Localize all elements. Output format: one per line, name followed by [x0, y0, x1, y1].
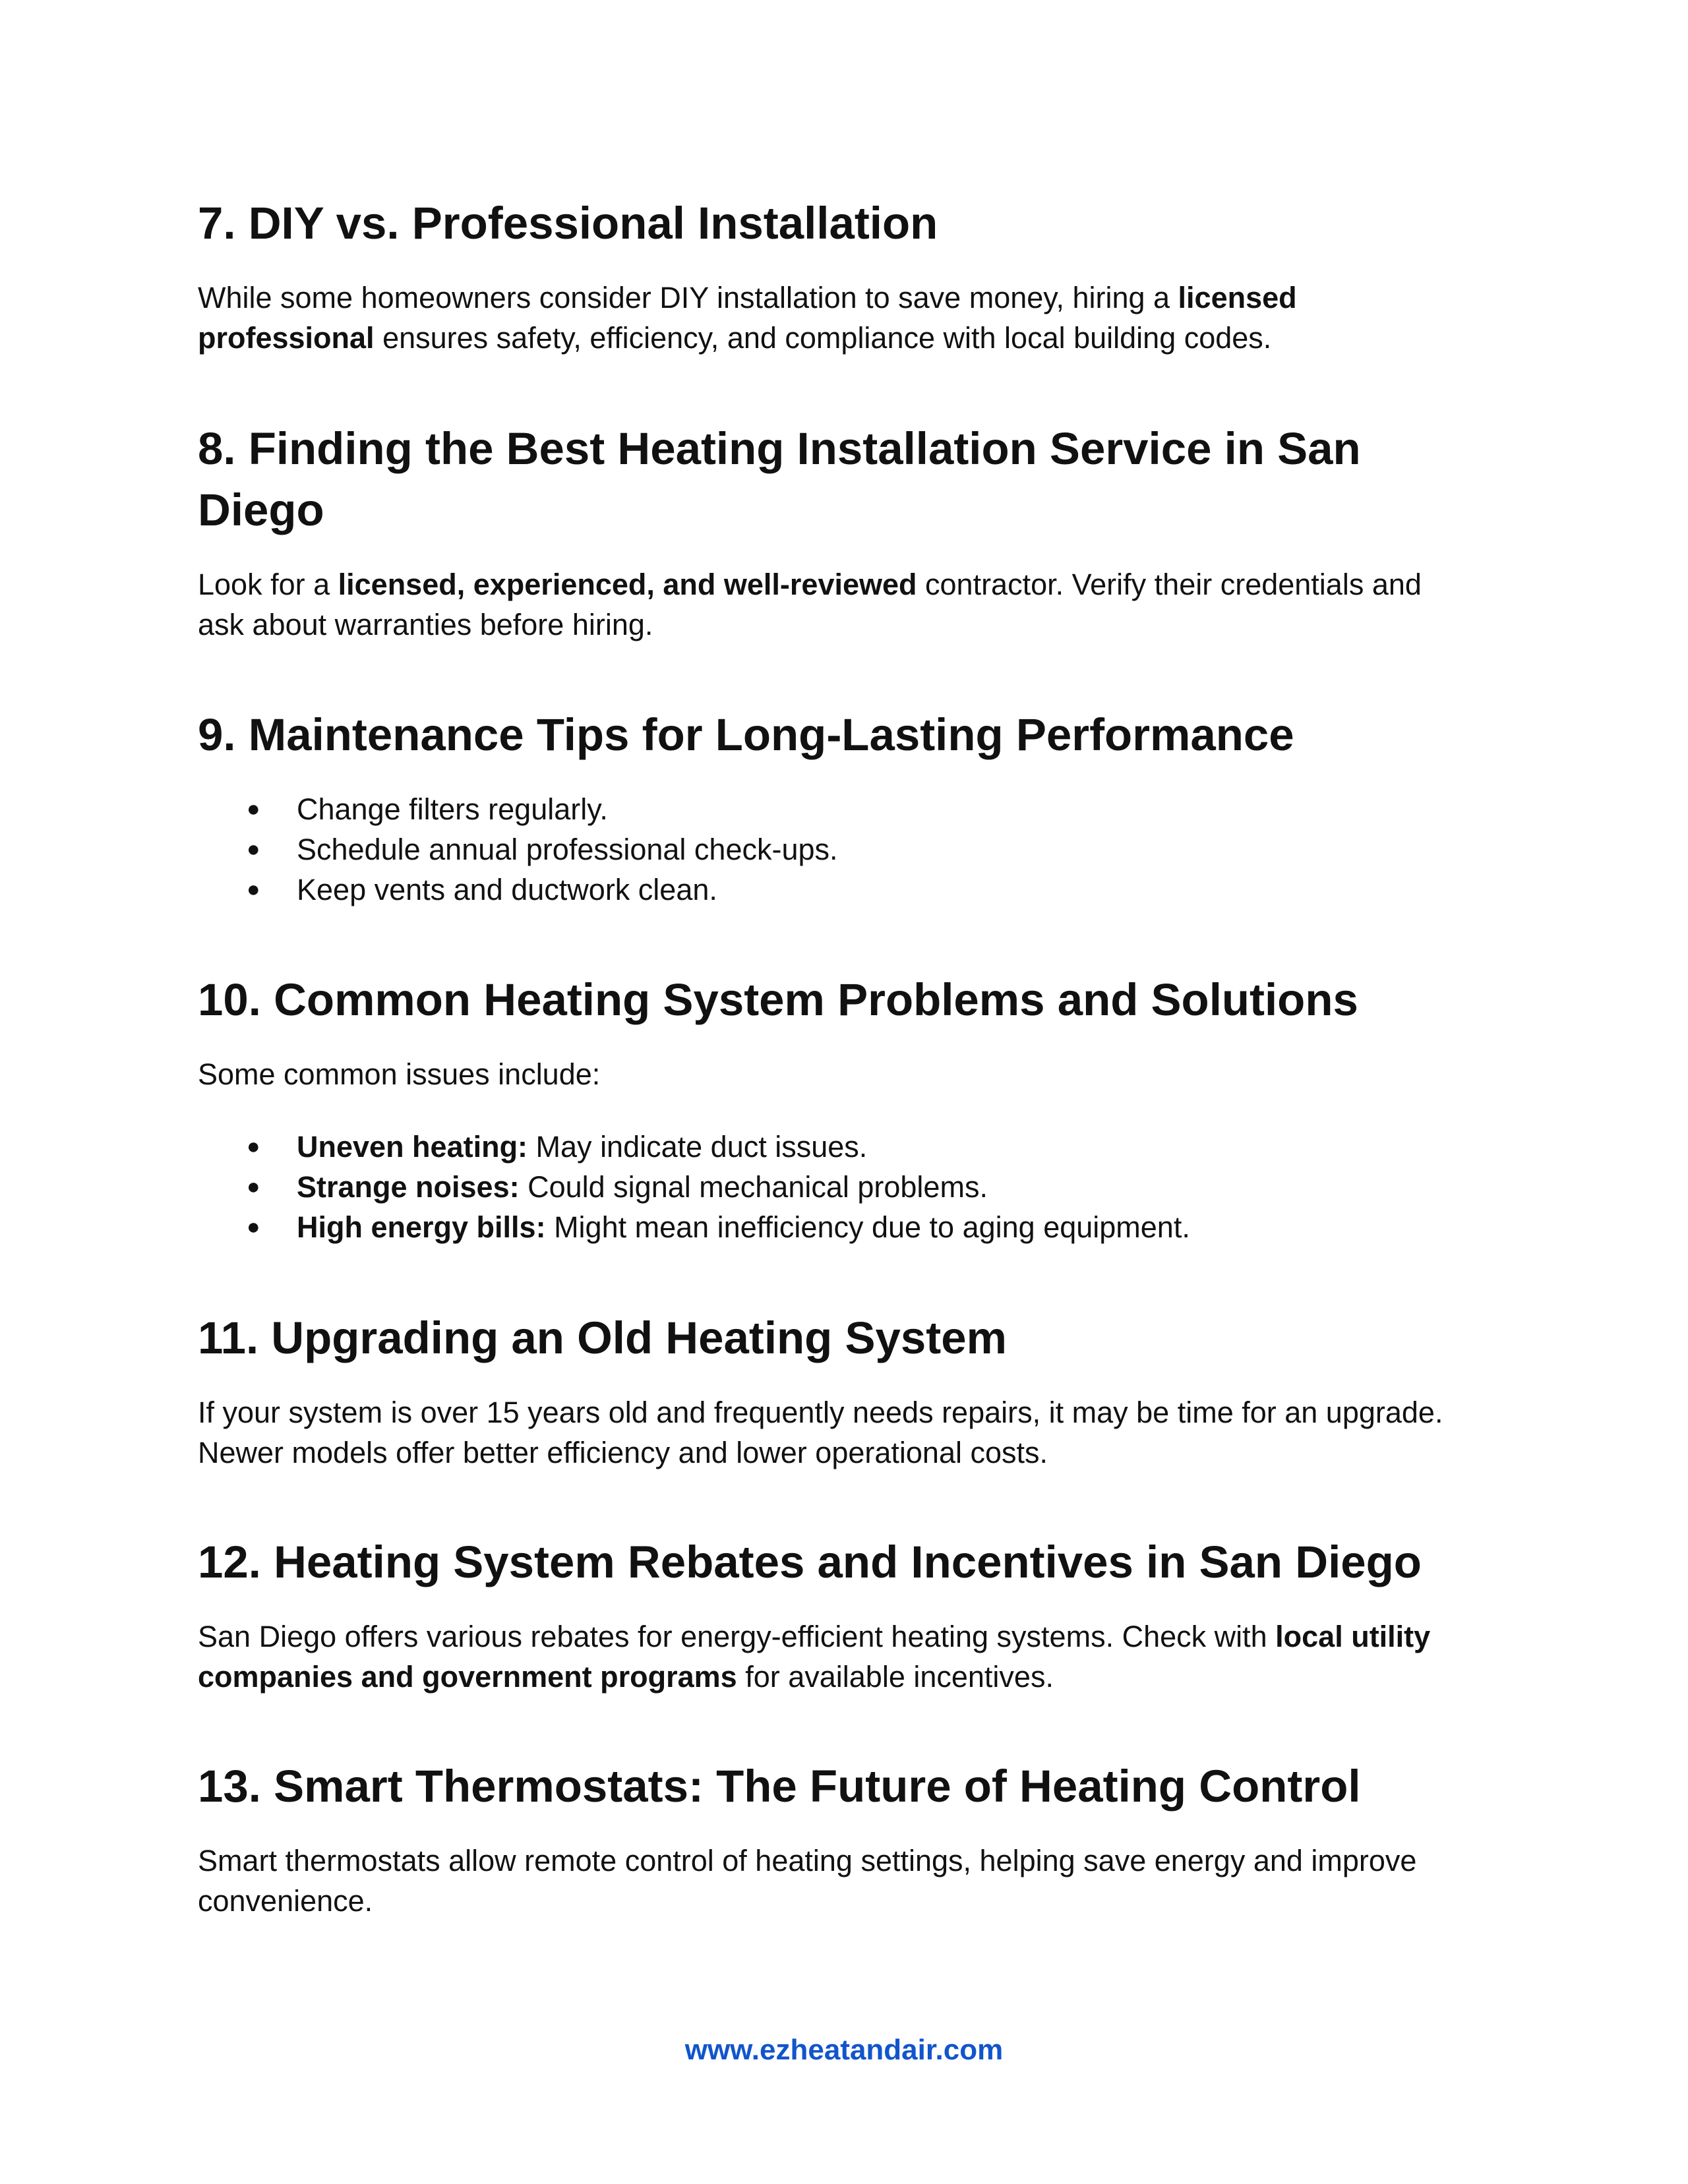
section-rebates-incentives: [198, 1531, 1490, 1697]
text-run: While some homeowners consider DIY installation to save money, hiring a: [198, 281, 1178, 314]
heading-line: 8. Finding the Best Heating Installation Service in San: [198, 423, 1361, 474]
bullet-icon: ●: [247, 1134, 260, 1159]
list-item-text: Schedule annual professional check-ups.: [297, 833, 838, 866]
list-item: [198, 1127, 1490, 1167]
section-paragraph-line: [198, 564, 1490, 605]
section-paragraph-line: ask about warranties before hiring.: [198, 608, 653, 641]
bold-text: Strange noises:: [297, 1170, 520, 1204]
text-run: contractor. Verify their credentials and: [917, 568, 1422, 601]
list-item: [198, 1207, 1490, 1247]
section-paragraph-line: Newer models offer better efficiency and lower operational costs.: [198, 1436, 1048, 1469]
bullet-icon: ●: [247, 1214, 260, 1239]
list-item-text: Change filters regularly.: [297, 792, 608, 826]
bullet-icon: ●: [247, 837, 260, 862]
bold-text: companies and government programs: [198, 1660, 737, 1694]
list-item: [198, 1167, 1490, 1207]
list-item: [198, 789, 1490, 829]
section-heading: 10. Common Heating System Problems and Solutions: [198, 974, 1358, 1025]
section-paragraph-line: [198, 318, 1490, 358]
bullet-list: [198, 1127, 1490, 1247]
section-heading: 7. DIY vs. Professional Installation: [198, 198, 938, 249]
bold-text: licensed, experienced, and well-reviewed: [338, 568, 917, 601]
section-finding-best-service: [198, 418, 1490, 645]
bullet-icon: ●: [247, 1174, 260, 1199]
bold-text: local utility: [1275, 1620, 1431, 1653]
text-run: for available incentives.: [737, 1660, 1054, 1694]
list-item-text: May indicate duct issues.: [528, 1130, 868, 1164]
bullet-icon: ●: [247, 796, 260, 821]
list-item-text: Keep vents and ductwork clean.: [297, 873, 717, 906]
section-paragraph-line: Some common issues include:: [198, 1057, 601, 1091]
bold-text: Uneven heating:: [297, 1130, 528, 1164]
section-heading: 9. Maintenance Tips for Long-Lasting Performance: [198, 709, 1294, 760]
section-paragraph-line: convenience.: [198, 1884, 373, 1918]
heading-line: Diego: [198, 485, 324, 535]
text-run: San Diego offers various rebates for energy-efficient heating systems. Check with: [198, 1620, 1276, 1653]
section-maintenance-tips: [198, 704, 1490, 910]
bold-text: professional: [198, 321, 375, 355]
footer-website-link[interactable]: www.ezheatandair.com: [684, 2034, 1004, 2066]
list-item: [198, 829, 1490, 870]
section-paragraph-line: Smart thermostats allow remote control of heating settings, helping save energy and improve: [198, 1844, 1417, 1877]
bold-text: High energy bills:: [297, 1210, 546, 1244]
section-heading: 12. Heating System Rebates and Incentives in San Diego: [198, 1537, 1422, 1587]
list-item-text: Could signal mechanical problems.: [519, 1170, 988, 1204]
section-heading: 11. Upgrading an Old Heating System: [198, 1313, 1007, 1363]
text-run: ensures safety, efficiency, and compliance with local building codes.: [374, 321, 1272, 355]
list-item-text: Might mean inefficiency due to aging equipment.: [545, 1210, 1190, 1244]
bold-text: licensed: [1178, 281, 1297, 314]
section-paragraph-line: [198, 1657, 1490, 1697]
section-smart-thermostats: [198, 1756, 1490, 1921]
section-common-problems: [198, 969, 1490, 1247]
section-heading: 13. Smart Thermostats: The Future of Heating Control: [198, 1761, 1361, 1812]
list-item: [198, 870, 1490, 910]
section-paragraph-line: [198, 278, 1490, 318]
text-run: Look for a: [198, 568, 338, 601]
section-paragraph-line: [198, 1616, 1490, 1657]
section-upgrading-old-system: [198, 1307, 1490, 1473]
section-diy-vs-professional: [198, 192, 1490, 358]
bullet-icon: ●: [247, 877, 260, 902]
section-heading: [198, 418, 1490, 541]
bullet-list: [198, 789, 1490, 910]
section-paragraph-line: If your system is over 15 years old and frequently needs repairs, it may be time for an upgrade.: [198, 1396, 1443, 1429]
